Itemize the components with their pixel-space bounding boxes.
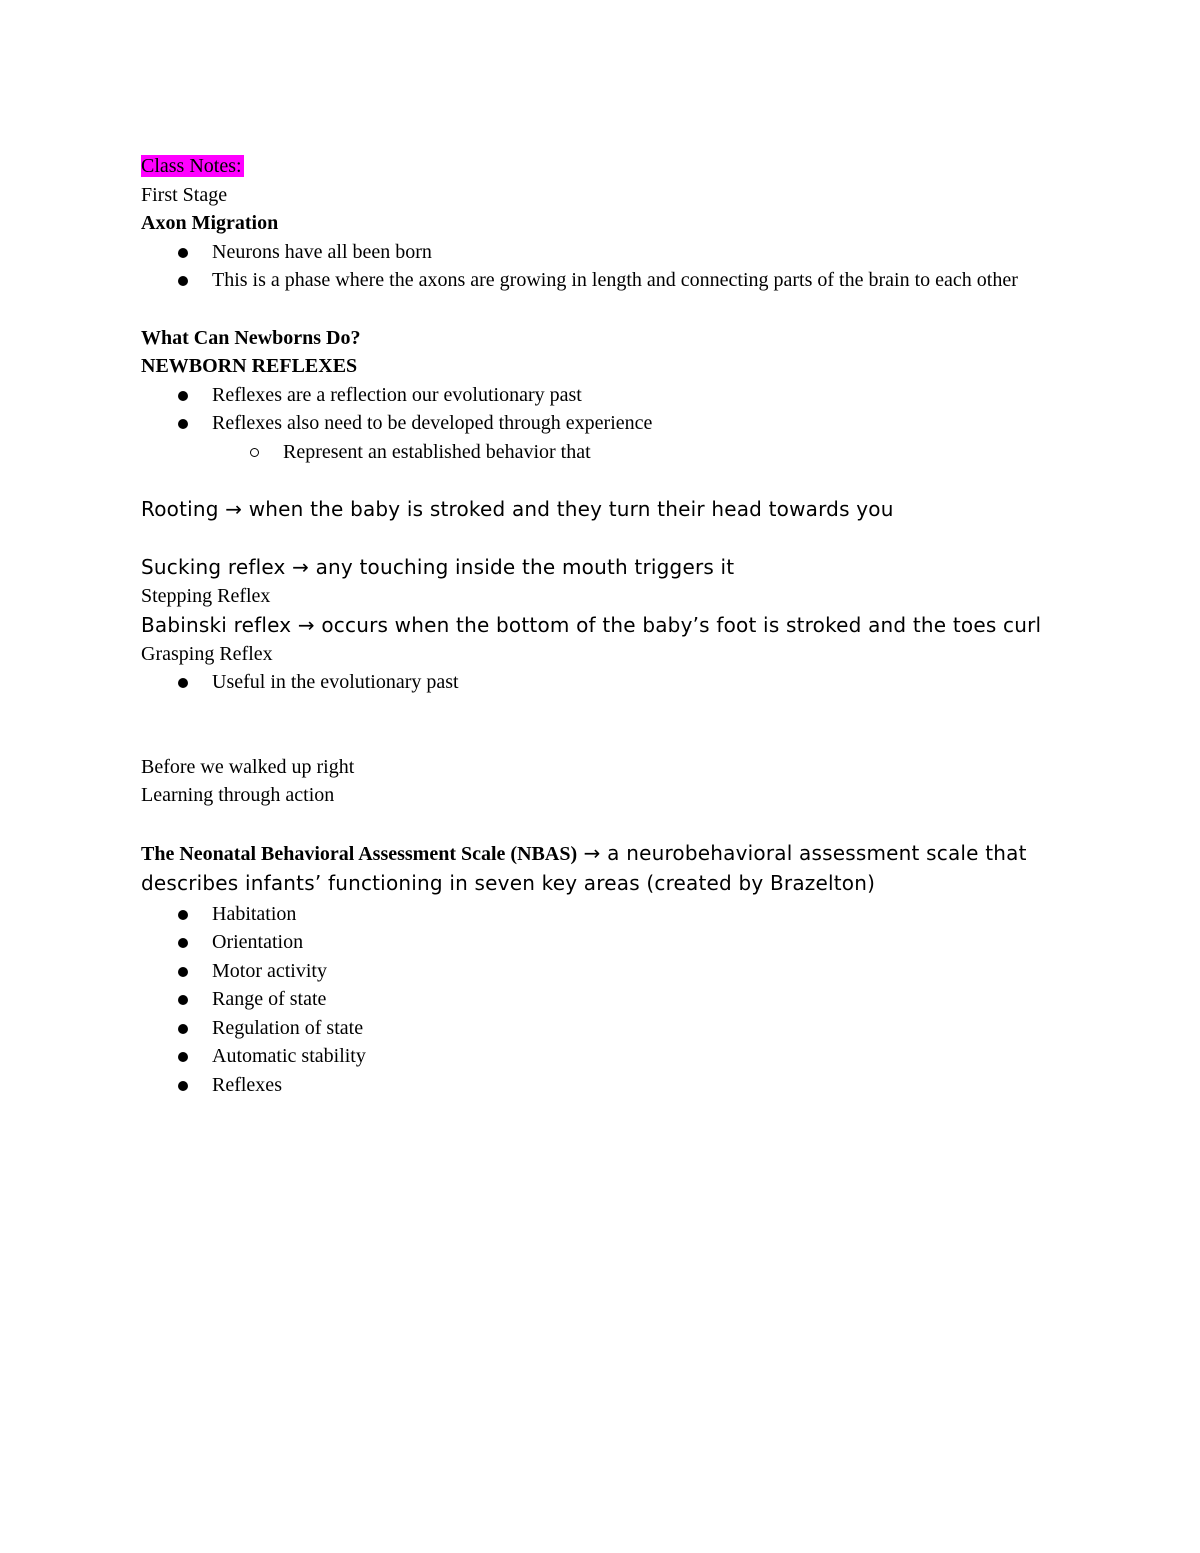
bullet-icon: [178, 1052, 188, 1062]
list-item: [141, 957, 1061, 986]
sub-list-item: [141, 438, 1061, 467]
list-item-text: Neurons have all been born: [212, 240, 432, 263]
grasping-bullet-list: [141, 668, 1061, 697]
babinski-reflex-text: Babinski reflex → occurs when the bottom of the baby’s foot is stroked and the toes curl: [141, 612, 1042, 637]
first-stage-text: First Stage: [141, 183, 228, 206]
reflexes-heading: NEWBORN REFLEXES: [141, 355, 358, 377]
rooting-reflex-text: Rooting → when the baby is stroked and they turn their head towards you: [141, 497, 894, 521]
reflex-sub-list: [141, 438, 1061, 467]
class-notes-label: Class Notes:: [141, 155, 242, 177]
list-item-text: Automatic stability: [212, 1045, 366, 1067]
bullet-icon: [178, 1024, 188, 1034]
list-item-text: Motor activity: [212, 959, 327, 982]
list-item: [141, 928, 1061, 957]
before-upright-text: Before we walked up right: [141, 755, 355, 778]
nbas-term: The Neonatal Behavioral Assessment Scale (NBAS): [141, 842, 578, 865]
bullet-icon: [178, 995, 188, 1005]
list-item-text: Reflexes are a reflection our evolutionary past: [212, 383, 582, 406]
list-item: [141, 985, 1061, 1014]
sucking-reflex-text: Sucking reflex → any touching inside the mouth triggers it: [141, 555, 735, 579]
list-item: [141, 381, 1061, 410]
bullet-icon: [178, 248, 188, 258]
grasping-reflex-text: Grasping Reflex: [141, 642, 273, 665]
bullet-icon: [178, 910, 188, 920]
bullet-icon: [178, 1081, 188, 1091]
nbas-areas-list: [141, 900, 1061, 1100]
class-notes-line: [141, 152, 1061, 181]
list-item-text: Orientation: [212, 931, 304, 953]
sub-list-item-text: Represent an established behavior that: [283, 440, 591, 463]
list-item-text: Regulation of state: [212, 1016, 364, 1039]
list-item-text: Range of state: [212, 988, 327, 1010]
list-item-text: Reflexes also need to be developed through experience: [212, 412, 653, 434]
bullet-icon: [178, 419, 188, 429]
axon-bullet-list: [141, 238, 1061, 295]
bullet-icon: [178, 967, 188, 977]
list-item: [141, 1014, 1061, 1043]
document-page: [141, 152, 1061, 1099]
list-item: [141, 1071, 1061, 1100]
bullet-icon: [178, 938, 188, 948]
learning-action-text: Learning through action: [141, 784, 335, 806]
bullet-icon: [178, 678, 188, 688]
stepping-reflex-text: Stepping Reflex: [141, 585, 271, 607]
axon-migration-heading: Axon Migration: [141, 212, 279, 234]
newborns-heading: What Can Newborns Do?: [141, 326, 361, 349]
list-item-text: This is a phase where the axons are growing in length and connecting parts of the brain to each other: [212, 269, 1018, 291]
list-item: [141, 668, 1061, 697]
list-item: [141, 238, 1061, 267]
nbas-paragraph: [141, 839, 1061, 900]
list-item-text: Habitation: [212, 902, 297, 925]
list-item-text: Useful in the evolutionary past: [212, 671, 459, 693]
bullet-icon: [178, 391, 188, 401]
list-item: [141, 409, 1061, 438]
list-item: [141, 1042, 1061, 1071]
list-item: [141, 266, 1061, 295]
reflex-bullet-list: [141, 381, 1061, 438]
list-item-text: Reflexes: [212, 1073, 282, 1096]
list-item: [141, 900, 1061, 929]
hollow-bullet-icon: [250, 448, 259, 457]
bullet-icon: [178, 276, 188, 286]
nbas-definition: → a neurobehavioral assessment scale that describes infants’ functioning in seven key areas (created by Brazelton): [141, 840, 1027, 895]
